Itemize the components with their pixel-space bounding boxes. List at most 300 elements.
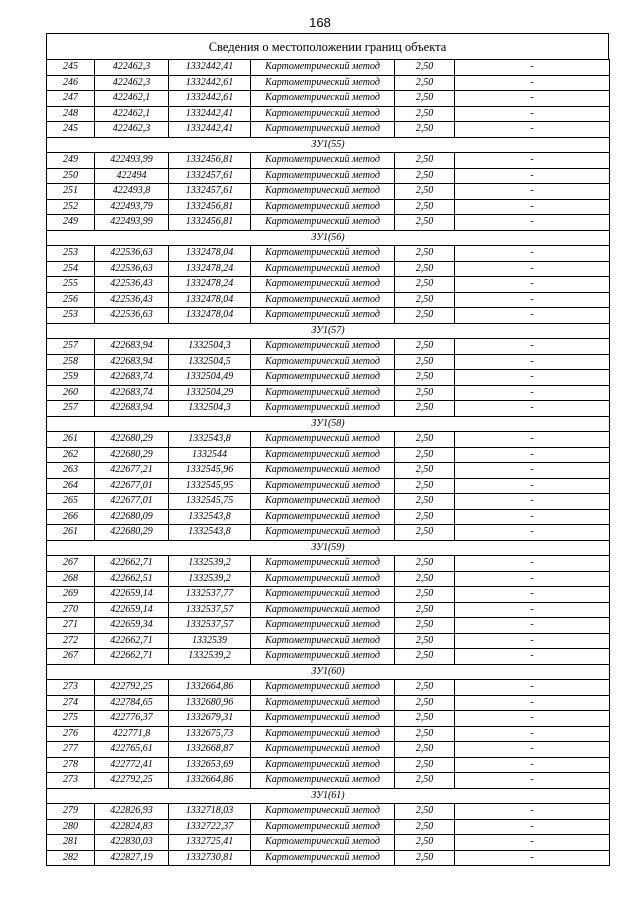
- y-coordinate-cell: 1332537,57: [169, 602, 251, 618]
- y-coordinate-cell: 1332544: [169, 447, 251, 463]
- accuracy-cell: 2,50: [395, 850, 455, 866]
- accuracy-cell: 2,50: [395, 509, 455, 525]
- table-row: [47, 277, 610, 293]
- accuracy-cell: 2,50: [395, 819, 455, 835]
- table-row: [47, 571, 610, 587]
- method-cell: Картометрический метод: [251, 153, 395, 169]
- point-number-cell: 267: [47, 649, 95, 665]
- method-cell: Картометрический метод: [251, 850, 395, 866]
- table-row: [47, 587, 610, 603]
- y-coordinate-cell: 1332539: [169, 633, 251, 649]
- method-cell: Картометрический метод: [251, 385, 395, 401]
- accuracy-cell: 2,50: [395, 385, 455, 401]
- accuracy-cell: 2,50: [395, 292, 455, 308]
- description-cell: -: [455, 354, 610, 370]
- table-row: [47, 711, 610, 727]
- y-coordinate-cell: 1332478,24: [169, 261, 251, 277]
- description-cell: -: [455, 726, 610, 742]
- y-coordinate-cell: 1332664,86: [169, 680, 251, 696]
- accuracy-cell: 2,50: [395, 835, 455, 851]
- table-title: Сведения о местоположении границ объекта: [46, 33, 609, 59]
- x-coordinate-cell: 422493,79: [95, 199, 169, 215]
- x-coordinate-cell: 422826,93: [95, 804, 169, 820]
- description-cell: -: [455, 385, 610, 401]
- table-row: [47, 618, 610, 634]
- point-number-cell: 278: [47, 757, 95, 773]
- accuracy-cell: 2,50: [395, 339, 455, 355]
- description-cell: -: [455, 757, 610, 773]
- table-row: [47, 447, 610, 463]
- point-number-cell: 259: [47, 370, 95, 386]
- x-coordinate-cell: 422784,65: [95, 695, 169, 711]
- point-number-cell: 253: [47, 246, 95, 262]
- description-cell: -: [455, 447, 610, 463]
- boundary-table-frame: [46, 33, 609, 866]
- method-cell: Картометрический метод: [251, 773, 395, 789]
- description-cell: -: [455, 680, 610, 696]
- description-cell: -: [455, 633, 610, 649]
- y-coordinate-cell: 1332718,03: [169, 804, 251, 820]
- point-number-cell: 281: [47, 835, 95, 851]
- accuracy-cell: 2,50: [395, 168, 455, 184]
- point-number-cell: 256: [47, 292, 95, 308]
- table-row: [47, 122, 610, 138]
- accuracy-cell: 2,50: [395, 354, 455, 370]
- table-row: [47, 757, 610, 773]
- method-cell: Картометрический метод: [251, 292, 395, 308]
- table-row: [47, 680, 610, 696]
- accuracy-cell: 2,50: [395, 726, 455, 742]
- description-cell: -: [455, 850, 610, 866]
- point-number-cell: 247: [47, 91, 95, 107]
- accuracy-cell: 2,50: [395, 261, 455, 277]
- point-number-cell: 245: [47, 60, 95, 76]
- description-cell: -: [455, 153, 610, 169]
- y-coordinate-cell: 1332543,8: [169, 509, 251, 525]
- method-cell: Картометрический метод: [251, 215, 395, 231]
- table-row: [47, 432, 610, 448]
- point-number-cell: 277: [47, 742, 95, 758]
- method-cell: Картометрический метод: [251, 432, 395, 448]
- description-cell: -: [455, 199, 610, 215]
- accuracy-cell: 2,50: [395, 106, 455, 122]
- x-coordinate-cell: 422765,61: [95, 742, 169, 758]
- y-coordinate-cell: 1332504,3: [169, 401, 251, 417]
- table-row: [47, 75, 610, 91]
- method-cell: Картометрический метод: [251, 308, 395, 324]
- x-coordinate-cell: 422771,8: [95, 726, 169, 742]
- accuracy-cell: 2,50: [395, 649, 455, 665]
- accuracy-cell: 2,50: [395, 571, 455, 587]
- method-cell: Картометрический метод: [251, 633, 395, 649]
- description-cell: -: [455, 60, 610, 76]
- x-coordinate-cell: 422493,99: [95, 153, 169, 169]
- method-cell: Картометрический метод: [251, 742, 395, 758]
- x-coordinate-cell: 422792,25: [95, 773, 169, 789]
- section-header-row: [47, 137, 610, 153]
- point-number-cell: 249: [47, 215, 95, 231]
- x-coordinate-cell: 422680,09: [95, 509, 169, 525]
- y-coordinate-cell: 1332537,77: [169, 587, 251, 603]
- y-coordinate-cell: 1332442,41: [169, 60, 251, 76]
- x-coordinate-cell: 422662,51: [95, 571, 169, 587]
- section-header-row: [47, 788, 610, 804]
- method-cell: Картометрический метод: [251, 509, 395, 525]
- method-cell: Картометрический метод: [251, 75, 395, 91]
- x-coordinate-cell: 422792,25: [95, 680, 169, 696]
- y-coordinate-cell: 1332539,2: [169, 556, 251, 572]
- method-cell: Картометрический метод: [251, 246, 395, 262]
- y-coordinate-cell: 1332504,3: [169, 339, 251, 355]
- table-row: [47, 215, 610, 231]
- x-coordinate-cell: 422683,74: [95, 370, 169, 386]
- section-label: ЗУ1(57): [47, 323, 610, 339]
- point-number-cell: 245: [47, 122, 95, 138]
- y-coordinate-cell: 1332725,41: [169, 835, 251, 851]
- description-cell: -: [455, 401, 610, 417]
- y-coordinate-cell: 1332537,57: [169, 618, 251, 634]
- table-row: [47, 649, 610, 665]
- description-cell: -: [455, 819, 610, 835]
- x-coordinate-cell: 422493,99: [95, 215, 169, 231]
- x-coordinate-cell: 422830,03: [95, 835, 169, 851]
- table-row: [47, 819, 610, 835]
- point-number-cell: 274: [47, 695, 95, 711]
- point-number-cell: 276: [47, 726, 95, 742]
- accuracy-cell: 2,50: [395, 587, 455, 603]
- method-cell: Картометрический метод: [251, 370, 395, 386]
- y-coordinate-cell: 1332478,04: [169, 246, 251, 262]
- method-cell: Картометрический метод: [251, 463, 395, 479]
- description-cell: -: [455, 91, 610, 107]
- table-row: [47, 184, 610, 200]
- accuracy-cell: 2,50: [395, 122, 455, 138]
- x-coordinate-cell: 422772,41: [95, 757, 169, 773]
- y-coordinate-cell: 1332675,73: [169, 726, 251, 742]
- table-row: [47, 60, 610, 76]
- method-cell: Картометрический метод: [251, 494, 395, 510]
- x-coordinate-cell: 422462,1: [95, 91, 169, 107]
- x-coordinate-cell: 422683,74: [95, 385, 169, 401]
- y-coordinate-cell: 1332653,69: [169, 757, 251, 773]
- x-coordinate-cell: 422677,01: [95, 494, 169, 510]
- boundary-coordinates-table: [46, 59, 610, 866]
- description-cell: -: [455, 168, 610, 184]
- x-coordinate-cell: 422683,94: [95, 339, 169, 355]
- x-coordinate-cell: 422776,37: [95, 711, 169, 727]
- method-cell: Картометрический метод: [251, 91, 395, 107]
- x-coordinate-cell: 422683,94: [95, 401, 169, 417]
- description-cell: -: [455, 478, 610, 494]
- table-row: [47, 292, 610, 308]
- method-cell: Картометрический метод: [251, 339, 395, 355]
- table-row: [47, 385, 610, 401]
- y-coordinate-cell: 1332456,81: [169, 215, 251, 231]
- table-row: [47, 308, 610, 324]
- accuracy-cell: 2,50: [395, 602, 455, 618]
- table-row: [47, 695, 610, 711]
- accuracy-cell: 2,50: [395, 556, 455, 572]
- description-cell: -: [455, 184, 610, 200]
- description-cell: -: [455, 277, 610, 293]
- method-cell: Картометрический метод: [251, 277, 395, 293]
- table-row: [47, 850, 610, 866]
- accuracy-cell: 2,50: [395, 308, 455, 324]
- point-number-cell: 258: [47, 354, 95, 370]
- point-number-cell: 270: [47, 602, 95, 618]
- table-row: [47, 742, 610, 758]
- point-number-cell: 261: [47, 432, 95, 448]
- table-row: [47, 246, 610, 262]
- accuracy-cell: 2,50: [395, 773, 455, 789]
- method-cell: Картометрический метод: [251, 447, 395, 463]
- y-coordinate-cell: 1332442,61: [169, 91, 251, 107]
- table-row: [47, 835, 610, 851]
- x-coordinate-cell: 422680,29: [95, 525, 169, 541]
- description-cell: -: [455, 773, 610, 789]
- description-cell: -: [455, 432, 610, 448]
- page-number: 168: [309, 15, 331, 30]
- table-row: [47, 106, 610, 122]
- description-cell: -: [455, 308, 610, 324]
- table-row: [47, 494, 610, 510]
- accuracy-cell: 2,50: [395, 695, 455, 711]
- table-row: [47, 168, 610, 184]
- y-coordinate-cell: 1332442,41: [169, 122, 251, 138]
- method-cell: Картометрический метод: [251, 819, 395, 835]
- point-number-cell: 263: [47, 463, 95, 479]
- y-coordinate-cell: 1332478,04: [169, 292, 251, 308]
- y-coordinate-cell: 1332545,95: [169, 478, 251, 494]
- accuracy-cell: 2,50: [395, 91, 455, 107]
- table-row: [47, 602, 610, 618]
- table-row: [47, 401, 610, 417]
- accuracy-cell: 2,50: [395, 277, 455, 293]
- y-coordinate-cell: 1332456,81: [169, 153, 251, 169]
- description-cell: -: [455, 75, 610, 91]
- method-cell: Картометрический метод: [251, 602, 395, 618]
- accuracy-cell: 2,50: [395, 246, 455, 262]
- y-coordinate-cell: 1332478,24: [169, 277, 251, 293]
- section-label: ЗУ1(56): [47, 230, 610, 246]
- x-coordinate-cell: 422494: [95, 168, 169, 184]
- description-cell: -: [455, 246, 610, 262]
- table-row: [47, 354, 610, 370]
- y-coordinate-cell: 1332504,5: [169, 354, 251, 370]
- description-cell: -: [455, 742, 610, 758]
- point-number-cell: 260: [47, 385, 95, 401]
- table-row: [47, 773, 610, 789]
- x-coordinate-cell: 422462,3: [95, 122, 169, 138]
- point-number-cell: 264: [47, 478, 95, 494]
- x-coordinate-cell: 422462,1: [95, 106, 169, 122]
- y-coordinate-cell: 1332545,75: [169, 494, 251, 510]
- method-cell: Картометрический метод: [251, 835, 395, 851]
- accuracy-cell: 2,50: [395, 370, 455, 386]
- method-cell: Картометрический метод: [251, 199, 395, 215]
- point-number-cell: 272: [47, 633, 95, 649]
- y-coordinate-cell: 1332457,61: [169, 184, 251, 200]
- method-cell: Картометрический метод: [251, 401, 395, 417]
- accuracy-cell: 2,50: [395, 618, 455, 634]
- accuracy-cell: 2,50: [395, 742, 455, 758]
- table-row: [47, 478, 610, 494]
- x-coordinate-cell: 422659,14: [95, 587, 169, 603]
- accuracy-cell: 2,50: [395, 633, 455, 649]
- description-cell: -: [455, 571, 610, 587]
- point-number-cell: 248: [47, 106, 95, 122]
- y-coordinate-cell: 1332722,37: [169, 819, 251, 835]
- accuracy-cell: 2,50: [395, 525, 455, 541]
- description-cell: -: [455, 556, 610, 572]
- method-cell: Картометрический метод: [251, 587, 395, 603]
- x-coordinate-cell: 422824,83: [95, 819, 169, 835]
- point-number-cell: 268: [47, 571, 95, 587]
- method-cell: Картометрический метод: [251, 106, 395, 122]
- description-cell: -: [455, 602, 610, 618]
- section-label: ЗУ1(60): [47, 664, 610, 680]
- table-row: [47, 556, 610, 572]
- y-coordinate-cell: 1332680,96: [169, 695, 251, 711]
- x-coordinate-cell: 422662,71: [95, 556, 169, 572]
- method-cell: Картометрический метод: [251, 525, 395, 541]
- point-number-cell: 282: [47, 850, 95, 866]
- accuracy-cell: 2,50: [395, 199, 455, 215]
- point-number-cell: 269: [47, 587, 95, 603]
- section-label: ЗУ1(61): [47, 788, 610, 804]
- y-coordinate-cell: 1332539,2: [169, 649, 251, 665]
- section-label: ЗУ1(58): [47, 416, 610, 432]
- table-row: [47, 261, 610, 277]
- description-cell: -: [455, 339, 610, 355]
- accuracy-cell: 2,50: [395, 60, 455, 76]
- method-cell: Картометрический метод: [251, 556, 395, 572]
- point-number-cell: 252: [47, 199, 95, 215]
- x-coordinate-cell: 422827,19: [95, 850, 169, 866]
- method-cell: Картометрический метод: [251, 711, 395, 727]
- x-coordinate-cell: 422659,14: [95, 602, 169, 618]
- section-header-row: [47, 323, 610, 339]
- y-coordinate-cell: 1332442,41: [169, 106, 251, 122]
- description-cell: -: [455, 618, 610, 634]
- y-coordinate-cell: 1332730,81: [169, 850, 251, 866]
- table-row: [47, 525, 610, 541]
- x-coordinate-cell: 422677,01: [95, 478, 169, 494]
- accuracy-cell: 2,50: [395, 184, 455, 200]
- x-coordinate-cell: 422680,29: [95, 432, 169, 448]
- point-number-cell: 251: [47, 184, 95, 200]
- y-coordinate-cell: 1332478,04: [169, 308, 251, 324]
- table-row: [47, 339, 610, 355]
- point-number-cell: 271: [47, 618, 95, 634]
- section-label: ЗУ1(59): [47, 540, 610, 556]
- section-header-row: [47, 230, 610, 246]
- point-number-cell: 273: [47, 680, 95, 696]
- x-coordinate-cell: 422462,3: [95, 75, 169, 91]
- table-body: [47, 60, 610, 866]
- y-coordinate-cell: 1332539,2: [169, 571, 251, 587]
- table-row: [47, 153, 610, 169]
- accuracy-cell: 2,50: [395, 711, 455, 727]
- table-row: [47, 199, 610, 215]
- y-coordinate-cell: 1332679,31: [169, 711, 251, 727]
- point-number-cell: 250: [47, 168, 95, 184]
- point-number-cell: 253: [47, 308, 95, 324]
- x-coordinate-cell: 422536,63: [95, 308, 169, 324]
- description-cell: -: [455, 649, 610, 665]
- method-cell: Картометрический метод: [251, 804, 395, 820]
- point-number-cell: 246: [47, 75, 95, 91]
- y-coordinate-cell: 1332456,81: [169, 199, 251, 215]
- x-coordinate-cell: 422536,43: [95, 292, 169, 308]
- point-number-cell: 261: [47, 525, 95, 541]
- table-row: [47, 726, 610, 742]
- method-cell: Картометрический метод: [251, 726, 395, 742]
- section-header-row: [47, 416, 610, 432]
- description-cell: -: [455, 587, 610, 603]
- x-coordinate-cell: 422677,21: [95, 463, 169, 479]
- description-cell: -: [455, 122, 610, 138]
- description-cell: -: [455, 711, 610, 727]
- accuracy-cell: 2,50: [395, 757, 455, 773]
- method-cell: Картометрический метод: [251, 168, 395, 184]
- y-coordinate-cell: 1332543,8: [169, 525, 251, 541]
- point-number-cell: 262: [47, 447, 95, 463]
- description-cell: -: [455, 525, 610, 541]
- description-cell: -: [455, 215, 610, 231]
- table-row: [47, 370, 610, 386]
- accuracy-cell: 2,50: [395, 680, 455, 696]
- y-coordinate-cell: 1332504,29: [169, 385, 251, 401]
- point-number-cell: 249: [47, 153, 95, 169]
- method-cell: Картометрический метод: [251, 571, 395, 587]
- x-coordinate-cell: 422662,71: [95, 633, 169, 649]
- point-number-cell: 267: [47, 556, 95, 572]
- point-number-cell: 254: [47, 261, 95, 277]
- method-cell: Картометрический метод: [251, 695, 395, 711]
- description-cell: -: [455, 292, 610, 308]
- description-cell: -: [455, 463, 610, 479]
- y-coordinate-cell: 1332543,8: [169, 432, 251, 448]
- accuracy-cell: 2,50: [395, 447, 455, 463]
- method-cell: Картометрический метод: [251, 122, 395, 138]
- x-coordinate-cell: 422462,3: [95, 60, 169, 76]
- method-cell: Картометрический метод: [251, 60, 395, 76]
- y-coordinate-cell: 1332504,49: [169, 370, 251, 386]
- x-coordinate-cell: 422662,71: [95, 649, 169, 665]
- method-cell: Картометрический метод: [251, 354, 395, 370]
- accuracy-cell: 2,50: [395, 478, 455, 494]
- accuracy-cell: 2,50: [395, 153, 455, 169]
- table-row: [47, 91, 610, 107]
- x-coordinate-cell: 422536,43: [95, 277, 169, 293]
- method-cell: Картометрический метод: [251, 757, 395, 773]
- description-cell: -: [455, 106, 610, 122]
- point-number-cell: 279: [47, 804, 95, 820]
- point-number-cell: 265: [47, 494, 95, 510]
- x-coordinate-cell: 422659,34: [95, 618, 169, 634]
- x-coordinate-cell: 422493,8: [95, 184, 169, 200]
- table-row: [47, 509, 610, 525]
- section-header-row: [47, 540, 610, 556]
- y-coordinate-cell: 1332442,61: [169, 75, 251, 91]
- point-number-cell: 257: [47, 339, 95, 355]
- x-coordinate-cell: 422536,63: [95, 261, 169, 277]
- method-cell: Картометрический метод: [251, 680, 395, 696]
- description-cell: -: [455, 804, 610, 820]
- table-row: [47, 633, 610, 649]
- section-header-row: [47, 664, 610, 680]
